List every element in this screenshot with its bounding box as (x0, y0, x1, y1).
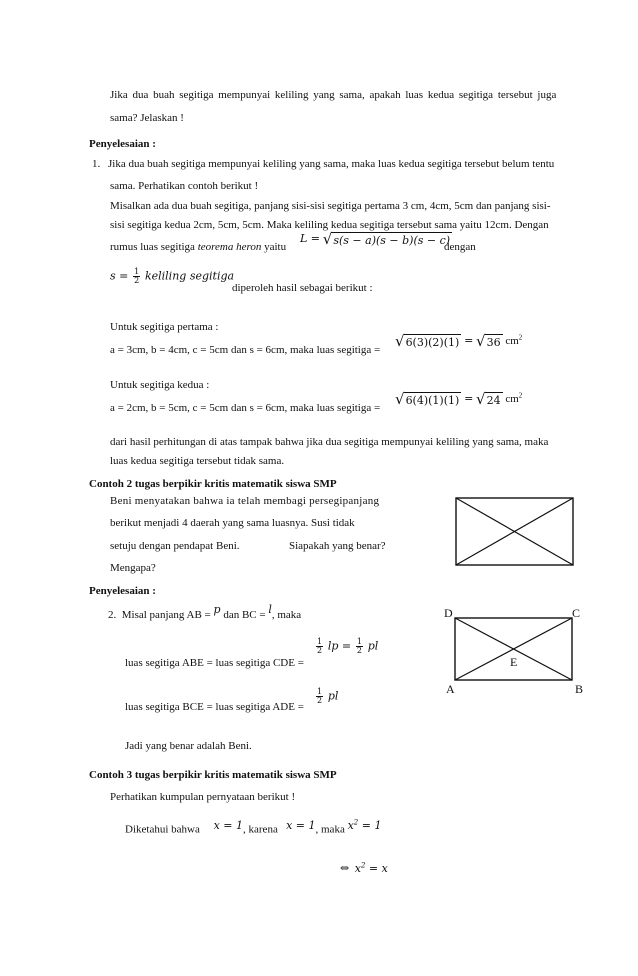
rectangle-figure-2 (453, 616, 575, 682)
example2-line3b: Siapakah yang benar? (289, 540, 386, 552)
example3-heading: Contoh 3 tugas berpikir kritis matematik siswa SMP (89, 769, 337, 781)
heron-formula: L = √ s(s − a)(s − b)(s − c) (300, 230, 451, 248)
area2-formula: $\frac{1}{2}$ pl (317, 687, 339, 706)
example3-given-line: Diketahui bahwa x = 1, karena x = 1, maka $x^2 = 1$ (125, 818, 382, 836)
tri1-formula: √ 6(3)(2)(1) = √ 36 $cm^2$ (395, 332, 523, 350)
solution1-line3: Misalkan ada dua buah segitiga, panjang sisi-sisi segitiga pertama 3 cm, 4cm, 5cm dan panjang sisi- (110, 200, 551, 212)
tri2-text: a = 2cm, b = 5cm, c = 5cm dan s = 6cm, maka luas segitiga = (110, 402, 381, 414)
area2-text: luas segitiga BCE = luas segitiga ADE = (125, 701, 304, 713)
example2-line4: Mengapa? (110, 562, 156, 574)
conclusion1-line2: luas kedua segitiga tersebut tidak sama. (110, 455, 285, 467)
example2-line3a: setuju dengan pendapat Beni. (110, 540, 240, 552)
figure2-label-e: E (510, 655, 518, 669)
solution1-item-number: 1. (92, 158, 101, 170)
rectangle-figure-1 (450, 497, 578, 569)
example2-heading: Contoh 2 tugas berpikir kritis matematik siswa SMP (89, 478, 337, 490)
figure2-label-c: C (572, 606, 581, 620)
figure2-label-b: B (575, 682, 584, 696)
tri1-title: Untuk segitiga pertama : (110, 321, 219, 333)
solution2-heading: Penyelesaian : (89, 585, 156, 597)
solution1-heading: Penyelesaian : (89, 138, 156, 150)
heron-after: dengan (444, 241, 476, 253)
area1-text: luas segitiga ABE = luas segitiga CDE = (125, 657, 304, 669)
example3-intro: Perhatikan kumpulan pernyataan berikut ! (110, 791, 296, 803)
solution1-line1: Jika dua buah segitiga mempunyai keliling yang sama, maka luas kedua segitiga tersebut belum tentu (108, 158, 555, 170)
s-after: diperoleh hasil sebagai berikut : (232, 282, 373, 294)
tri2-title: Untuk segitiga kedua : (110, 379, 210, 391)
question1-line2: sama? Jelaskan ! (110, 112, 184, 124)
example2-line2: berikut menjadi 4 daerah yang sama luasnya. Susi tidak (110, 517, 355, 529)
heron-name: teorema heron (197, 241, 262, 253)
solution2-let-line: 2. Misal panjang AB = p dan BC = l, maka (108, 603, 302, 621)
solution1-line4: sisi segitiga kedua 2cm, 5cm, 5cm. Maka keliling kedua segitiga tersebut sama yaitu 12cm. Dengan (110, 219, 549, 231)
conclusion1-line1: dari hasil perhitungan di atas tampak bahwa jika dua segitiga mempunyai keliling yang sama, maka (110, 436, 549, 448)
figure2-label-a: A (446, 682, 455, 696)
tri2-formula: √ 6(4)(1)(1) = √ 24 $cm^2$ (395, 390, 523, 408)
s-formula: s = $\frac{1}{2}$ keliling segitiga (110, 267, 235, 286)
solution1-line2: sama. Perhatikan contoh berikut ! (110, 180, 259, 192)
heron-sqrt: √ s(s − a)(s − b)(s − c) (322, 230, 451, 248)
figure2-label-d: D (444, 606, 453, 620)
s-fraction: $\frac{1}{2}$ (134, 267, 140, 286)
example3-step-line: ⇔ $x^2 = x$ (340, 861, 388, 875)
example2-line1: Beni menyatakan bahwa ia telah membagi persegipanjang (110, 495, 380, 507)
area1-formula: $\frac{1}{2}$ lp = $\frac{1}{2}$ pl (317, 637, 379, 656)
tri1-text: a = 3cm, b = 4cm, c = 5cm dan s = 6cm, maka luas segitiga = (110, 344, 381, 356)
question1-line1: Jika dua buah segitiga mempunyai keliling yang sama, apakah luas kedua segitiga tersebut juga (110, 89, 557, 101)
heron-intro: rumus luas segitiga teorema heron yaitu (110, 241, 287, 253)
solution2-answer: Jadi yang benar adalah Beni. (125, 740, 252, 752)
